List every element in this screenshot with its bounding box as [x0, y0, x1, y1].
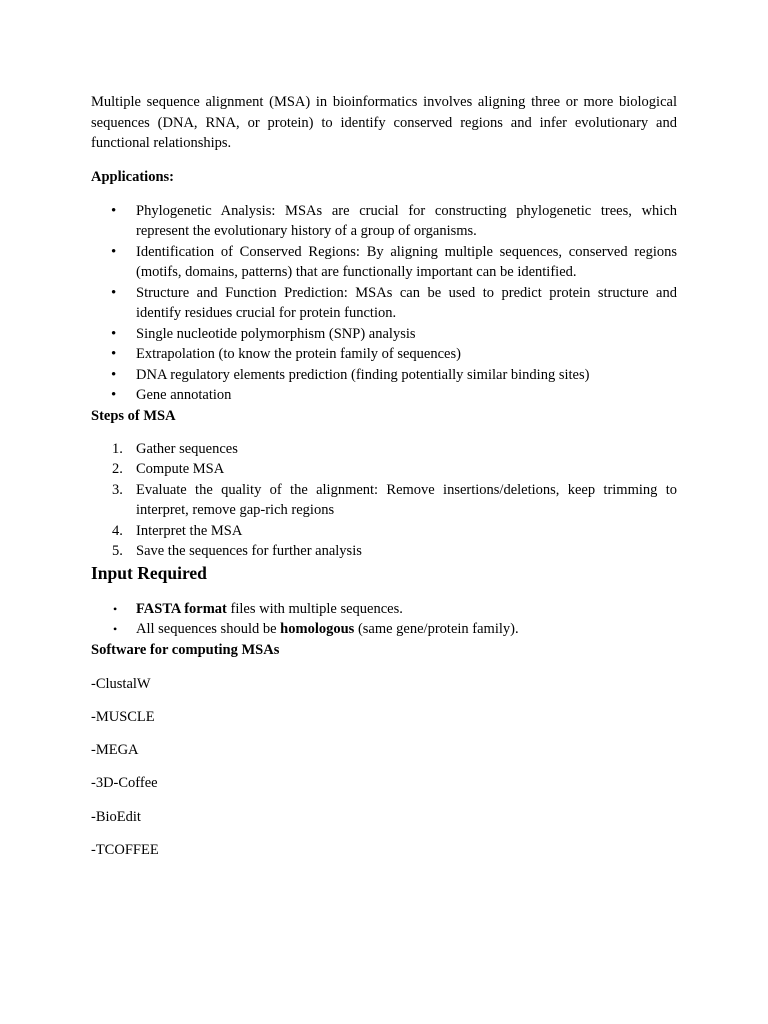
list-item: • DNA regulatory elements prediction (finding potentially similar binding sites)	[91, 365, 677, 386]
software-item: -MUSCLE	[91, 708, 155, 725]
bullet-icon: •	[111, 202, 117, 219]
steps-list	[91, 439, 677, 562]
software-item: -MEGA	[91, 742, 139, 759]
step-number: 4.	[112, 522, 123, 539]
bullet-icon: •	[111, 346, 117, 362]
list-item: • Identification of Conserved Regions: By aligning multiple sequences, conserved regions (motifs, domains, patterns) that are functionally important can be identified.	[111, 243, 677, 280]
list-item: • Phylogenetic Analysis: MSAs are crucial for constructing phylogenetic trees, which represent the evolutionary history of a group of organisms.	[111, 202, 677, 239]
bullet-icon: •	[111, 284, 117, 301]
applications-list	[91, 201, 677, 406]
list-item: • Extrapolation (to know the protein family of sequences)	[91, 344, 677, 365]
list-item: 5. Save the sequences for further analysis	[91, 541, 677, 562]
intro-paragraph: Multiple sequence alignment (MSA) in bioinformatics involves aligning three or more biological sequences (DNA, RNA, or protein) to identify conserved regions and infer evolutionary and functional relationships.	[91, 94, 677, 151]
bullet-icon: •	[111, 366, 117, 383]
step-number: 5.	[112, 543, 123, 559]
list-item: • All sequences should be homologous (same gene/protein family).	[91, 619, 677, 640]
bullet-icon: •	[113, 601, 118, 616]
list-item: • Structure and Function Prediction: MSAs can be used to predict protein structure and identify residues crucial for protein function.	[111, 284, 677, 321]
input-required-heading: Input Required	[91, 562, 207, 583]
software-item: -ClustalW	[91, 675, 151, 692]
input-required-list	[91, 599, 677, 640]
bullet-icon: •	[111, 243, 117, 260]
list-item: 4. Interpret the MSA	[91, 521, 677, 542]
software-heading: Software for computing MSAs	[91, 641, 280, 658]
step-number: 2.	[112, 461, 123, 477]
list-item: • FASTA format files with multiple sequences.	[91, 599, 677, 620]
list-item: • Gene annotation	[91, 385, 677, 406]
bullet-icon: •	[111, 387, 117, 403]
document-body	[91, 92, 677, 873]
bullet-icon: •	[111, 325, 117, 342]
list-item: 1. Gather sequences	[91, 439, 677, 460]
software-item: -3D-Coffee	[91, 775, 158, 792]
software-item: -TCOFFEE	[91, 841, 159, 858]
homologous-term: homologous	[280, 621, 355, 637]
list-item: 3. Evaluate the quality of the alignment: Remove insertions/deletions, keep trimming to interpret, remove gap-rich regions	[112, 481, 677, 518]
software-item: -BioEdit	[91, 808, 141, 825]
applications-heading: Applications:	[91, 168, 174, 185]
fasta-format-term: FASTA format	[136, 600, 227, 617]
bullet-icon: •	[113, 622, 118, 636]
list-item: • Single nucleotide polymorphism (SNP) analysis	[91, 324, 677, 345]
step-number: 1.	[112, 440, 123, 457]
list-item: 2. Compute MSA	[91, 459, 677, 480]
step-number: 3.	[112, 481, 123, 498]
steps-heading: Steps of MSA	[91, 407, 176, 424]
